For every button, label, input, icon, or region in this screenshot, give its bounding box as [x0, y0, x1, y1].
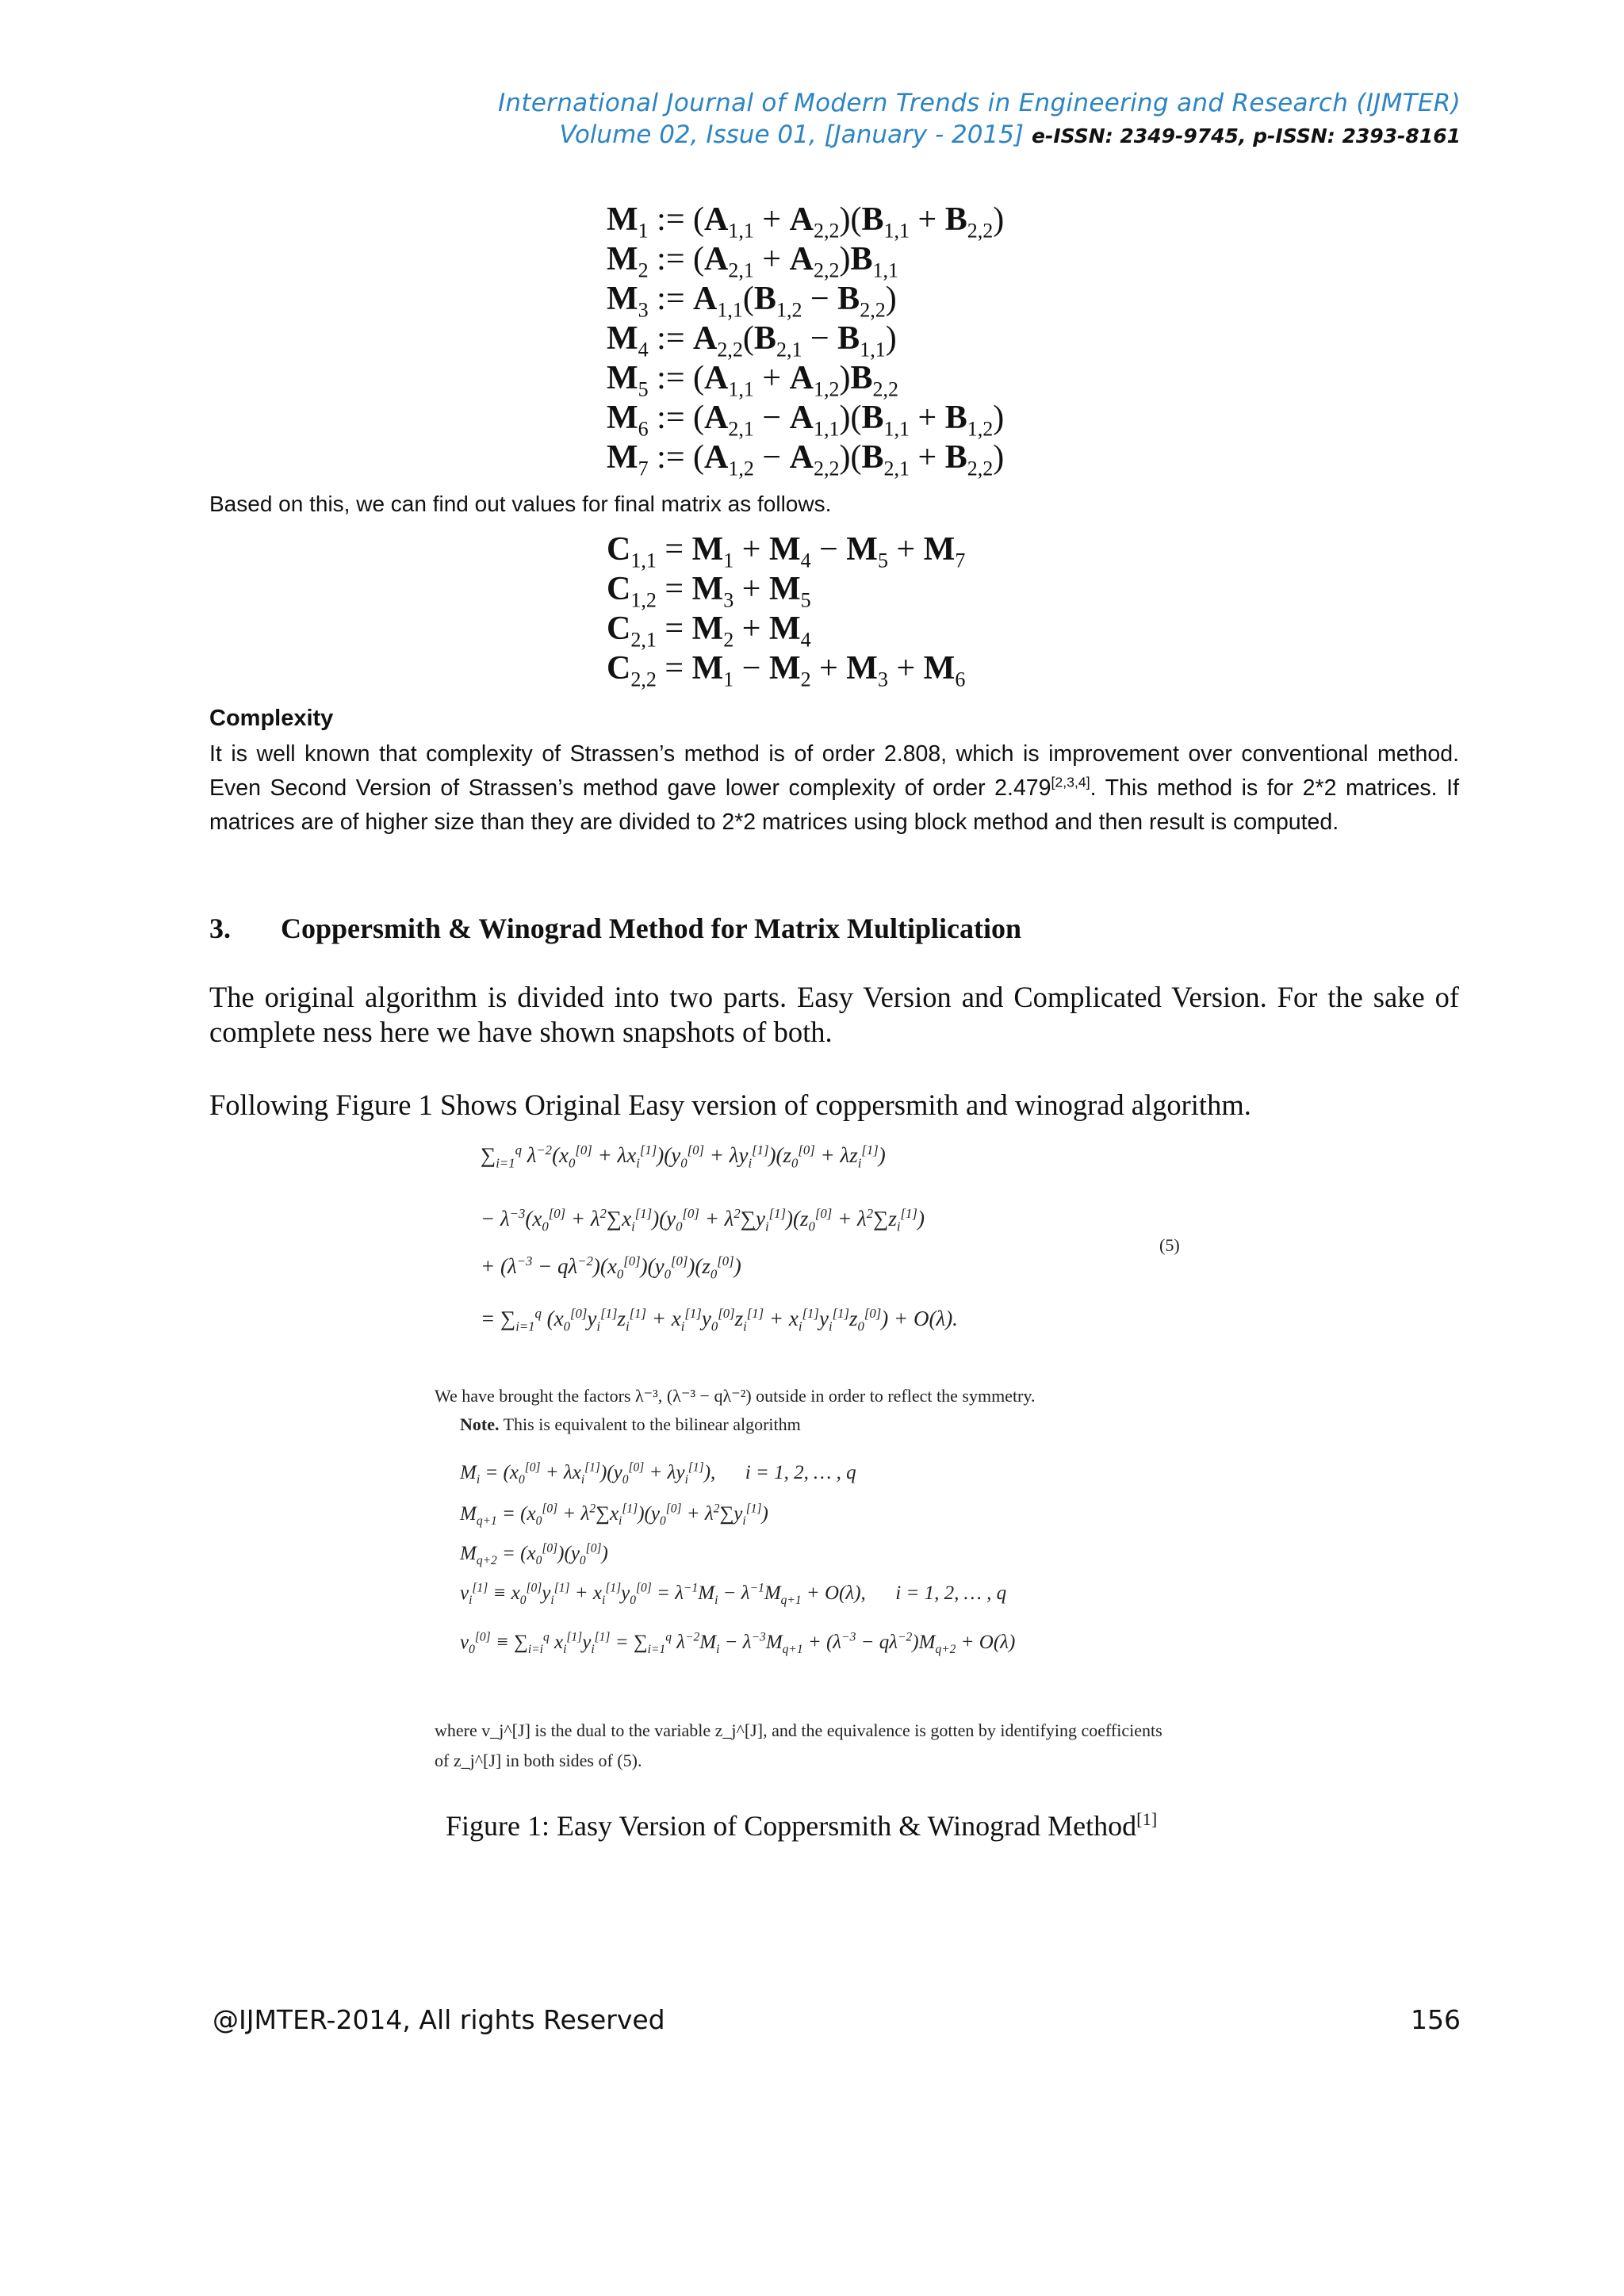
strassen-products	[607, 200, 1005, 480]
figure-bilinear-mq2: $M_{q+2} = (x_0[0])(y_0[0])$	[460, 1541, 608, 1567]
figure-equation-line-2: − $\lambda^{-3}(x_0[0] + \lambda^2\sum x_i[1])(y_0[0] + \lambda^2\sum y_i[1])(z_0[0] + \lambda^2\sum z_i[1])$	[481, 1206, 925, 1234]
equation-c21: $C_{2,1} = M_2 + M_4$	[607, 610, 811, 652]
journal-volume: Volume 02, Issue 01, [January - 2015]	[559, 121, 1025, 149]
section-heading	[209, 912, 1021, 945]
equation-c11: $C_{1,1} = M_1 + M_4 - M_5 + M_7$	[607, 531, 966, 572]
figure-1-snapshot	[428, 1134, 1205, 1792]
section-number: 3.	[209, 913, 231, 944]
figure-bilinear-vi: $v_i[1] \equiv x_0[0]y_i[1] + x_i[1]y_0[0] = \lambda^{-1}M_i - \lambda^{-1}M_{q+1} + O(\lambda)$, i = 1, 2, … , q	[460, 1581, 1007, 1607]
figure-note	[460, 1414, 801, 1435]
equation-m6: $M_6$ := $(A_{2,1} - A_{1,1})(B_{1,1} + B_{1,2})$	[607, 400, 1005, 441]
figure-equation-line-1: $\sum_{i=1}^q$ $\lambda^{-2}(x_0[0] + \lambda x_i[1])(y_0[0] + \lambda y_i[1])(z_0[0] + \lambda z_i[1])$	[481, 1142, 886, 1171]
footer-copyright: @IJMTER-2014, All rights Reserved	[213, 2004, 665, 2035]
equation-c12: $C_{1,2} = M_3 + M_5$	[607, 571, 811, 612]
complexity-text-2: . This method is for 2*2 matrices. If matrices are of higher size than they are divided to 2*2 matrices using block method and then result is computed.	[209, 775, 1459, 835]
equation-m4: $M_4$ := $A_{2,2}(B_{2,1} - B_{1,1})$	[607, 320, 897, 362]
equation-m7: $M_7$ := $(A_{1,2} - A_{2,2})(B_{2,1} + B_{2,2})$	[607, 439, 1005, 480]
complexity-heading: Complexity	[209, 706, 334, 731]
figure-bilinear-mq1: $M_{q+1} = (x_0[0] + \lambda^2\sum x_i[1])(y_0[0] + \lambda^2\sum y_i[1])$	[460, 1502, 768, 1528]
figure-note-text: This is equivalent to the bilinear algorithm	[503, 1414, 801, 1434]
equation-m1: $M_1$ := $(A_{1,1} + A_{2,2})(B_{1,1} + B_{2,2})$	[607, 201, 1005, 243]
section-title: Coppersmith & Winograd Method for Matrix Multiplication	[281, 913, 1021, 944]
journal-title: International Journal of Modern Trends in Engineering and Research (IJMTER)	[497, 89, 1461, 117]
complexity-paragraph	[209, 737, 1459, 840]
journal-volume-line	[498, 121, 1461, 149]
equation-m5: $M_5$ := $(A_{1,1} + A_{1,2})B_{2,2}$	[607, 360, 899, 401]
journal-issn: e-ISSN: 2349-9745, p-ISSN: 2393-8161	[1032, 124, 1461, 147]
section-paragraph-1: The original algorithm is divided into two parts. Easy Version and Complicated Version. For the sake of complete ness here we have shown snapshots of both.	[209, 981, 1459, 1048]
figure-symmetry-text: We have brought the factors λ⁻³, (λ⁻³ − qλ⁻²) outside in order to reflect the symmetry.	[435, 1386, 1036, 1406]
complexity-text-1: It is well known that complexity of Strassen’s method is of order 2.808, which is improvement over conventional method. Even Second Version of Strassen’s method gave lower complexity of order 2.479	[209, 741, 1459, 801]
section-paragraph-2: Following Figure 1 Shows Original Easy version of coppersmith and winograd algorithm.	[209, 1089, 1251, 1121]
figure-caption-text: Figure 1: Easy Version of Coppersmith & Winograd Method	[446, 1810, 1137, 1842]
figure-bilinear-v0: $v_0[0] \equiv \sum_{i=i}^q$ $x_i[1]y_i[1] = \sum_{i=1}^q$ $\lambda^{-2}M_i - \lambda^{-3}M_{q+1} + (\lambda^{-3} - q\lambda^{-2})M_{q+2} + O(\lambda)$	[460, 1630, 1016, 1656]
running-header	[498, 89, 1461, 149]
figure-caption-ref: [1]	[1136, 1809, 1158, 1829]
equation-m2: $M_2$ := $(A_{2,1} + A_{2,2})B_{1,1}$	[607, 241, 899, 282]
figure-where-line-2: of z_j^[J] in both sides of (5).	[435, 1751, 642, 1770]
based-on-text: Based on this, we can find out values for final matrix as follows.	[209, 492, 832, 516]
figure-where-line-1: where v_j^[J] is the dual to the variable z_j^[J], and the equivalence is gotten by identifying coefficients	[435, 1720, 1162, 1740]
figure-note-label: Note.	[460, 1414, 500, 1434]
equation-c22: $C_{2,2} = M_1 - M_2 + M_3 + M_6$	[607, 650, 966, 691]
figure-equation-line-3: + $(\lambda^{-3} - q\lambda^{-2})(x_0[0])(y_0[0])(z_0[0])$	[481, 1253, 741, 1282]
complexity-citation: [2,3,4]	[1051, 774, 1090, 790]
equation-m3: $M_3$ := $A_{1,1}(B_{1,2} - B_{2,2})$	[607, 281, 897, 322]
figure-bilinear-mi: $M_i = (x_0[0] + \lambda x_i[1])(y_0[0] + \lambda y_i[1])$, i = 1, 2, … , q	[460, 1460, 856, 1487]
figure-caption	[446, 1809, 1157, 1843]
figure-equation-number: (5)	[1159, 1235, 1180, 1255]
figure-equation-line-4: = $\sum_{i=1}^q$ $(x_0[0]y_i[1]z_i[1] + x_i[1]y_0[0]z_i[1] + x_i[1]y_i[1]z_0[0]) + O(\lambda)$.	[481, 1306, 958, 1334]
result-entries	[607, 530, 966, 691]
footer-page-number: 156	[1411, 2004, 1461, 2035]
